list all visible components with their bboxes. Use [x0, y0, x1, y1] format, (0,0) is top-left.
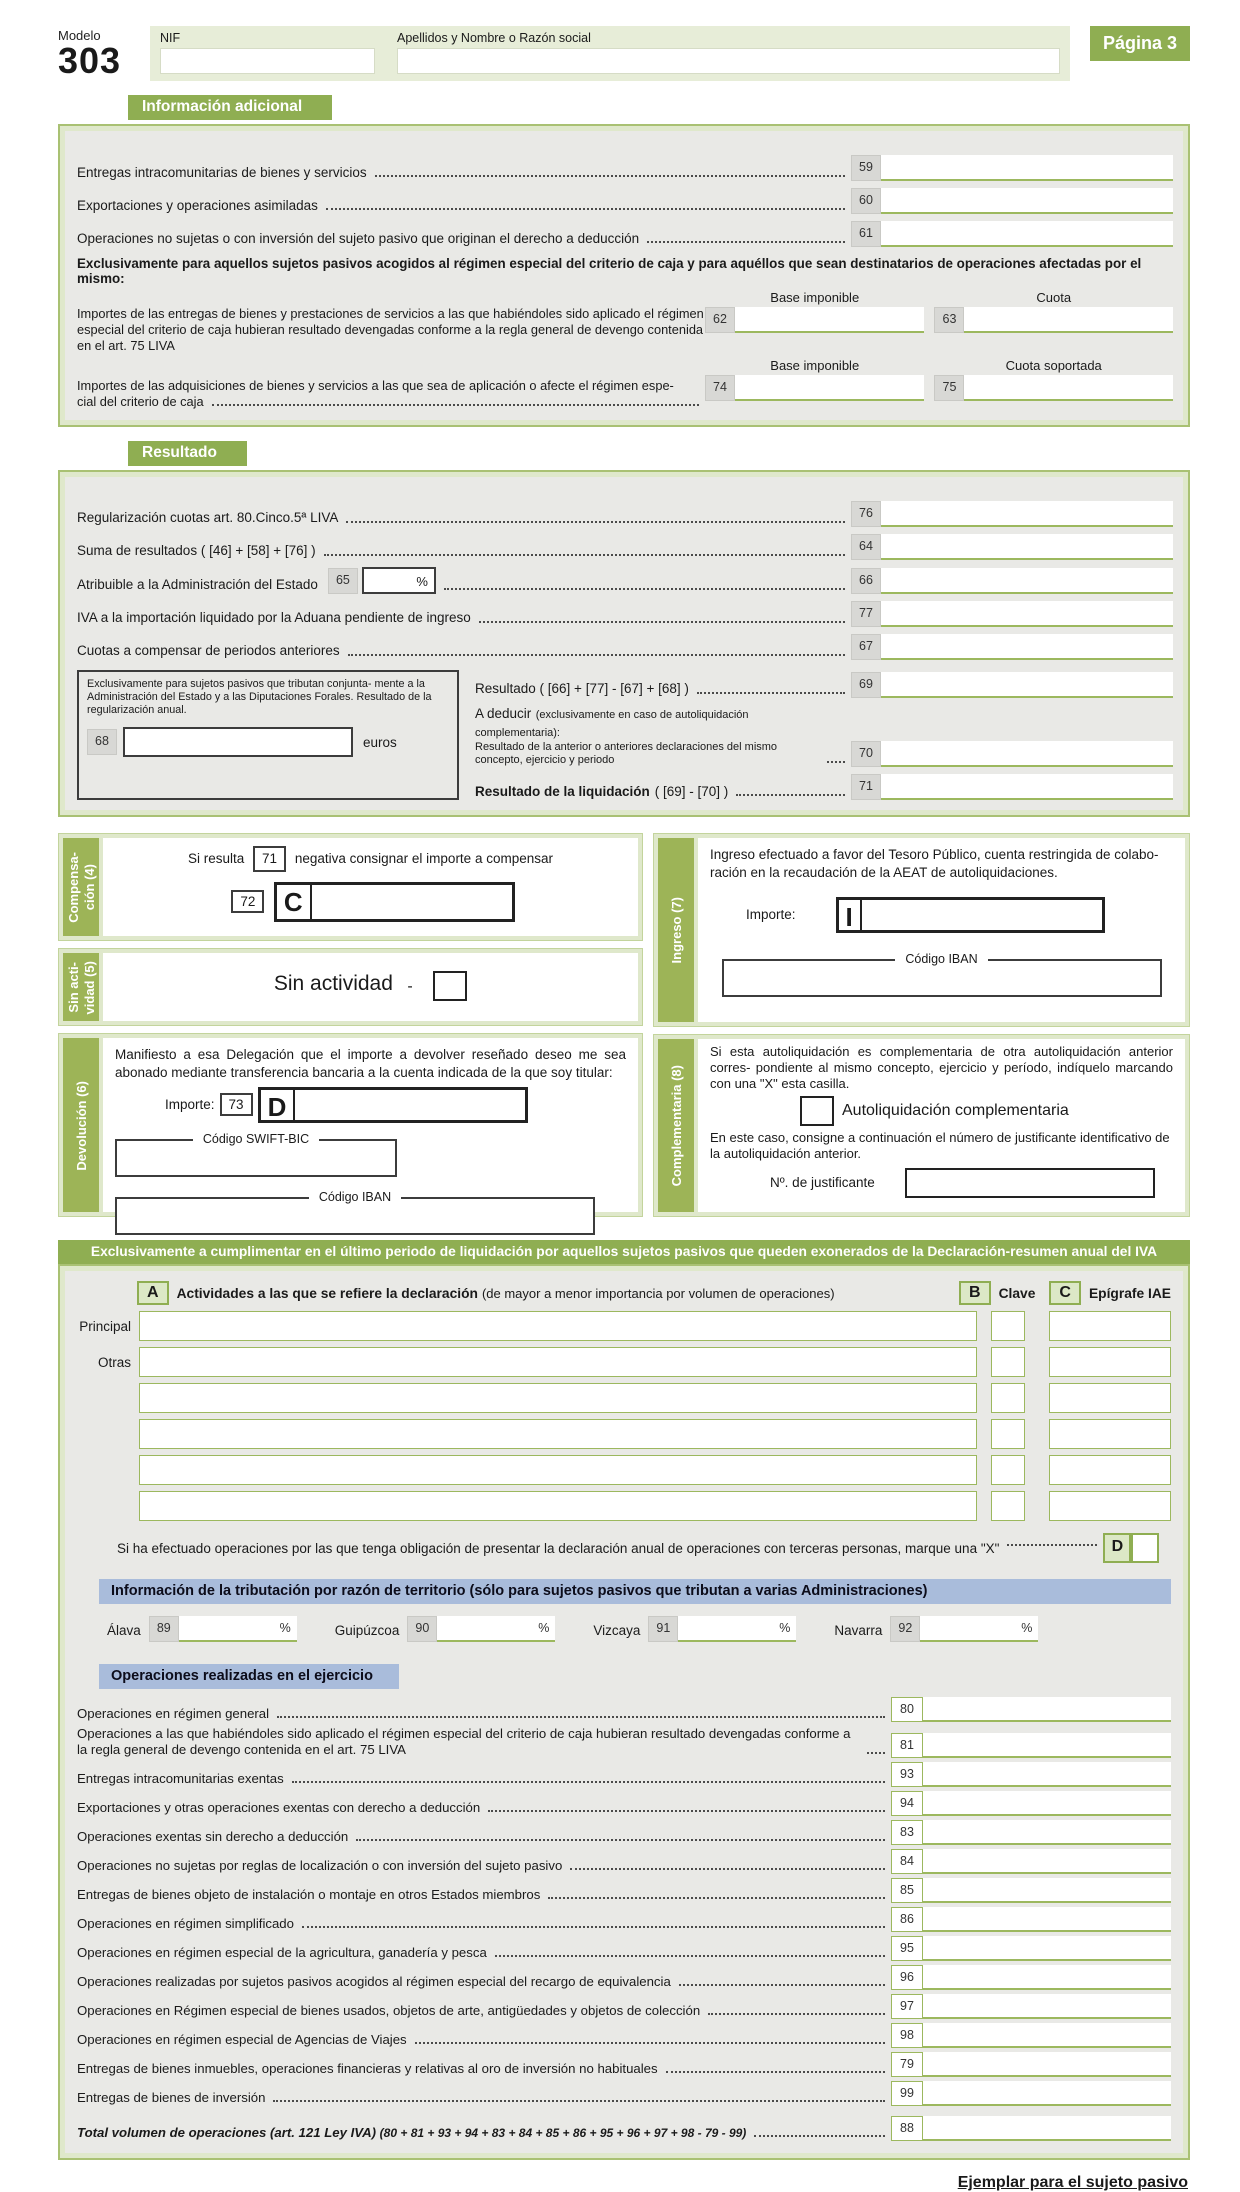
complementaria-check-label: Autoliquidación complementaria — [842, 1101, 1069, 1119]
box-number-59: 59 — [851, 155, 881, 181]
box-number-77: 77 — [851, 601, 881, 627]
row-60 — [77, 188, 1173, 214]
input-91[interactable]: % — [678, 1616, 796, 1642]
epigrafe-otras-input-2[interactable] — [1049, 1383, 1171, 1413]
alava-label: Álava — [107, 1623, 141, 1639]
resultado-panel — [58, 470, 1190, 817]
row-64-label: Suma de resultados ( [46] + [58] + [76] ) — [77, 543, 316, 559]
input-64[interactable] — [881, 534, 1173, 560]
row-59-label: Entregas intracomunitarias de bienes y servicios — [77, 164, 367, 180]
input-74[interactable] — [735, 375, 924, 401]
sin-actividad-bar-line1: Sin acti- — [65, 962, 81, 1013]
op-row-94 — [77, 1791, 1171, 1816]
actividad-otras-input-5[interactable] — [139, 1491, 977, 1521]
input-93[interactable] — [923, 1762, 1171, 1787]
principal-label: Principal — [79, 1318, 131, 1334]
box-number-69: 69 — [851, 672, 881, 698]
input-79[interactable] — [923, 2052, 1171, 2077]
base-imponible-header: Base imponible — [770, 290, 860, 305]
input-59[interactable] — [881, 155, 1173, 181]
op-83-label: Operaciones exentas sin derecho a deducción — [77, 1829, 349, 1845]
modelo-block — [58, 26, 150, 81]
modelo-label: Modelo — [58, 28, 101, 43]
box-number-83: 83 — [891, 1820, 923, 1845]
box-number-68: 68 — [87, 729, 117, 755]
nif-input[interactable] — [160, 48, 375, 74]
actividad-row-otras-5 — [77, 1491, 1171, 1521]
actividad-row-otras-4 — [77, 1455, 1171, 1485]
input-68[interactable] — [123, 727, 353, 757]
input-80[interactable] — [923, 1697, 1171, 1722]
actividad-otras-input-1[interactable] — [139, 1347, 977, 1377]
epigrafe-otras-input-5[interactable] — [1049, 1491, 1171, 1521]
letter-c-box: C — [1049, 1281, 1081, 1305]
devolucion-iban-label-row — [117, 1190, 593, 1204]
actividad-otras-input-3[interactable] — [139, 1419, 977, 1449]
epigrafe-otras-input-4[interactable] — [1049, 1455, 1171, 1485]
row-60-label: Exportaciones y operaciones asimiladas — [77, 197, 318, 213]
box-number-90: 90 — [407, 1616, 437, 1642]
box-number-81: 81 — [891, 1733, 923, 1758]
dotted-leader — [326, 208, 845, 210]
letter-c: C — [277, 885, 312, 919]
resultado-bottom — [77, 670, 1173, 800]
dotted-leader — [479, 621, 845, 623]
box-number-95: 95 — [891, 1936, 923, 1961]
op-row-79 — [77, 2052, 1171, 2077]
input-86[interactable] — [923, 1907, 1171, 1932]
nif-field-group — [160, 31, 375, 74]
ingreso-bar — [658, 838, 694, 1022]
dotted-leader — [736, 794, 845, 796]
euros-label: euros — [363, 734, 397, 750]
caja-row-2-text-line2: cial del criterio de caja — [77, 393, 204, 409]
complementaria-section — [653, 1034, 1190, 1217]
input-63[interactable] — [964, 307, 1173, 333]
clave-header: Clave — [998, 1285, 1036, 1301]
row-69 — [475, 672, 1173, 698]
clave-otras-input-1[interactable] — [991, 1347, 1025, 1377]
op-row-total-88 — [77, 2116, 1171, 2141]
op-81-label: Operaciones a las que habiéndoles sido aplicado el régimen especial del criterio de caja hubieran resultado devengadas conforme a la regla general de devengo contenida en el art. 75 LIVA — [77, 1726, 851, 1758]
box-number-85: 85 — [891, 1878, 923, 1903]
dotted-leader — [488, 1810, 885, 1812]
box-number-62: 62 — [705, 307, 735, 333]
op-row-99 — [77, 2081, 1171, 2106]
input-60[interactable] — [881, 188, 1173, 214]
clave-principal-input[interactable] — [991, 1311, 1025, 1341]
box-number-79: 79 — [891, 2052, 923, 2077]
input-76[interactable] — [881, 501, 1173, 527]
row-70 — [475, 705, 1173, 767]
deducir-label-small: (exclusivamente en caso de autoliquidación complementaria): — [475, 708, 749, 739]
dotted-leader — [867, 1752, 885, 1754]
devolucion-section — [58, 1033, 643, 1217]
box-number-65: 65 — [328, 568, 358, 594]
op-98-label: Operaciones en régimen especial de Agencias de Viajes — [77, 2032, 407, 2048]
letter-d-cell: D — [1103, 1533, 1131, 1563]
row-71 — [475, 774, 1173, 800]
op-94-label: Exportaciones y otras operaciones exentas con derecho a deducción — [77, 1800, 481, 1816]
box-number-80: 80 — [891, 1697, 923, 1722]
nif-label: NIF — [160, 31, 181, 45]
dotted-leader — [292, 1781, 885, 1783]
op-row-93 — [77, 1762, 1171, 1787]
sin-actividad-bar — [63, 953, 99, 1021]
territorio-vizcaya — [593, 1616, 796, 1642]
letter-d: D — [261, 1090, 296, 1120]
input-71[interactable] — [881, 774, 1173, 800]
ingreso-iban-box[interactable] — [722, 951, 1162, 997]
section-title-info-adicional: Información adicional — [128, 95, 332, 120]
devolucion-bar-label: Devolución (6) — [73, 1080, 89, 1171]
terceras-label: Si ha efectuado operaciones por las que tenga obligación de presentar la declaración anual de operaciones con terceras personas, marque una "X" — [117, 1540, 1000, 1556]
justificante-input[interactable] — [905, 1168, 1155, 1198]
dotted-leader — [273, 2100, 885, 2102]
op-97-label: Operaciones en Régimen especial de bienes usados, objetos de arte, antigüedades y objetos de colección — [77, 2003, 701, 2019]
clave-otras-input-2[interactable] — [991, 1383, 1025, 1413]
vizcaya-label: Vizcaya — [593, 1623, 641, 1639]
input-61[interactable] — [881, 221, 1173, 247]
dotted-leader — [754, 2135, 885, 2137]
dotted-leader — [679, 1984, 885, 1986]
epigrafe-otras-input-3[interactable] — [1049, 1419, 1171, 1449]
page-badge: Página 3 — [1090, 26, 1190, 61]
modelo-number: 303 — [58, 40, 122, 81]
input-98[interactable] — [923, 2023, 1171, 2048]
caja-header: Exclusivamente para aquellos sujetos pasivos acogidos al régimen especial del criterio de caja y para aquéllos que sean destinatarios de operaciones afectadas por el mismo: — [77, 256, 1142, 286]
territorio-row — [107, 1616, 1171, 1642]
input-65-percent[interactable]: % — [362, 567, 436, 594]
row-77-label: IVA a la importación liquidado por la Aduana pendiente de ingreso — [77, 610, 471, 626]
input-99[interactable] — [923, 2081, 1171, 2106]
box-number-64: 64 — [851, 534, 881, 560]
ref-box-71: 71 — [253, 846, 286, 871]
dotted-leader — [647, 241, 845, 243]
dotted-leader — [1007, 1544, 1097, 1546]
clave-otras-input-3[interactable] — [991, 1419, 1025, 1449]
row-67 — [77, 634, 1173, 660]
ingreso-section — [653, 833, 1190, 1027]
forales-note: Exclusivamente para sujetos pasivos que tributan conjunta- mente a la Administración del Estado y a las Diputaciones Forales. Resultado de la regularización anual. — [87, 677, 432, 717]
complementaria-text1: Si esta autoliquidación es complementaria de otra autoliquidación anterior corres- pondiente al mismo concepto, ejercicio y período, indíquelo marcando con una "X" esta casilla. — [710, 1044, 1173, 1092]
compensacion-bar — [63, 838, 99, 936]
justificante-label: Nº. de justificante — [770, 1174, 875, 1190]
letter-i: I — [839, 900, 862, 930]
swift-box[interactable] — [115, 1131, 397, 1177]
clave-otras-input-4[interactable] — [991, 1455, 1025, 1485]
actividad-otras-input-4[interactable] — [139, 1455, 977, 1485]
exonerados-banner: Exclusivamente a cumplimentar en el último periodo de liquidación por aquellos sujetos pasivos que queden exonerados de la Declaración-resumen anual del IVA — [58, 1240, 1190, 1264]
ingreso-importe-label: Importe: — [746, 907, 796, 923]
op-79-label: Entregas de bienes inmuebles, operaciones financieras y relativas al oro de inversión no habituales — [77, 2061, 658, 2077]
base-imponible-header-2: Base imponible — [770, 357, 860, 373]
terceras-personas-row — [77, 1533, 1171, 1563]
input-69[interactable] — [881, 672, 1173, 698]
box-number-86: 86 — [891, 1907, 923, 1932]
op-row-83 — [77, 1820, 1171, 1845]
swift-label: Código SWIFT-BIC — [193, 1132, 319, 1146]
box-number-89: 89 — [149, 1616, 179, 1642]
box-number-67: 67 — [851, 634, 881, 660]
row-66-atribuible — [77, 567, 1173, 594]
dotted-leader — [708, 2013, 885, 2015]
dotted-leader — [666, 2071, 885, 2073]
swift-label-row — [117, 1132, 395, 1146]
epigrafe-principal-input[interactable] — [1049, 1311, 1171, 1341]
cuota-soportada-header: Cuota soportada — [1005, 357, 1102, 373]
box-number-61: 61 — [851, 221, 881, 247]
liquidacion-label: Resultado de la liquidación — [475, 783, 650, 799]
input-94[interactable] — [923, 1791, 1171, 1816]
input-90[interactable]: % — [437, 1616, 555, 1642]
sin-actividad-checkbox[interactable] — [433, 971, 467, 1001]
ingreso-bar-label: Ingreso (7) — [668, 897, 684, 964]
box-number-98: 98 — [891, 2023, 923, 2048]
dotted-leader — [277, 1716, 885, 1718]
box-number-88: 88 — [891, 2116, 923, 2141]
compensacion-bar-line2: ción (4) — [81, 864, 97, 911]
input-62[interactable] — [735, 307, 924, 333]
devolucion-iban-label: Código IBAN — [309, 1190, 401, 1204]
op-row-86 — [77, 1907, 1171, 1932]
op-row-85 — [77, 1878, 1171, 1903]
apellidos-field-group — [397, 31, 1060, 74]
box-number-94: 94 — [891, 1791, 923, 1816]
input-83[interactable] — [923, 1820, 1171, 1845]
box-number-84: 84 — [891, 1849, 923, 1874]
op-96-label: Operaciones realizadas por sujetos pasivos acogidos al régimen especial del recargo de equivalencia — [77, 1974, 671, 1990]
territorio-navarra — [834, 1616, 1038, 1642]
abc-header — [137, 1281, 1171, 1305]
op-85-label: Entregas de bienes objeto de instalación o montaje en otros Estados miembros — [77, 1887, 541, 1903]
op-84-label: Operaciones no sujetas por reglas de localización o con inversión del sujeto pasivo — [77, 1858, 563, 1874]
compensacion-bar-line1: Compensa- — [65, 851, 81, 923]
box-number-73: 73 — [220, 1093, 253, 1116]
ingreso-importe-input[interactable] — [836, 897, 1105, 933]
dotted-leader — [570, 1868, 885, 1870]
complementaria-bar-label: Complementaria (8) — [668, 1065, 684, 1187]
box-number-96: 96 — [891, 1965, 923, 1990]
dotted-leader — [697, 692, 845, 694]
input-77[interactable] — [881, 601, 1173, 627]
box-number-70: 70 — [851, 741, 881, 767]
footer-copy-label: Ejemplar para el sujeto pasivo — [957, 2174, 1188, 2192]
op-row-98 — [77, 2023, 1171, 2048]
complementaria-checkbox[interactable] — [800, 1096, 834, 1126]
territorio-banner: Información de la tributación por razón de territorio (sólo para sujetos pasivos que tributan a varias Administraciones) — [99, 1579, 1171, 1604]
box-number-93: 93 — [891, 1762, 923, 1787]
actividad-principal-input[interactable] — [139, 1311, 977, 1341]
apellidos-input[interactable] — [397, 48, 1060, 74]
input-85[interactable] — [923, 1878, 1171, 1903]
info-adicional-panel — [58, 124, 1190, 427]
sin-actividad-section — [58, 948, 643, 1026]
ingreso-iban-label-row — [724, 952, 1160, 966]
row-61 — [77, 221, 1173, 247]
territorio-guipuzcoa — [335, 1616, 556, 1642]
territorio-alava — [107, 1616, 297, 1642]
caja-row-62-63 — [77, 290, 1173, 354]
caja-row-2-text-line1: Importes de las adquisiciones de bienes y servicios a las que sea de aplicación o afecte el régimen espe- — [77, 377, 674, 393]
box-number-71: 71 — [851, 774, 881, 800]
input-92[interactable]: % — [920, 1616, 1038, 1642]
deducir-label-sub: Resultado de la anterior o anteriores declaraciones del mismo concepto, ejercicio y periodo — [475, 740, 778, 767]
op-row-81 — [77, 1726, 1171, 1758]
op-99-label: Entregas de bienes de inversión — [77, 2090, 266, 2106]
op-95-label: Operaciones en régimen especial de la agricultura, ganadería y pesca — [77, 1945, 487, 1961]
box-number-92: 92 — [890, 1616, 920, 1642]
complementaria-text2: En este caso, consigne a continuación el número de justificante identificativo de la autoliquidación anterior. — [710, 1129, 1170, 1161]
input-66[interactable] — [881, 568, 1173, 594]
dotted-leader — [375, 175, 845, 177]
input-75[interactable] — [964, 375, 1173, 401]
actividad-row-otras-1 — [77, 1347, 1171, 1377]
sin-actividad-label: Sin actividad — [273, 972, 393, 996]
input-70[interactable] — [881, 741, 1173, 767]
devolucion-importe-label: Importe: — [165, 1097, 215, 1113]
devolucion-iban-box[interactable] — [115, 1189, 595, 1235]
input-88[interactable] — [923, 2116, 1171, 2141]
dotted-leader — [444, 588, 845, 590]
input-96[interactable] — [923, 1965, 1171, 1990]
cuota-header: Cuota — [1036, 290, 1072, 305]
op-row-96 — [77, 1965, 1171, 1990]
dotted-leader — [302, 1926, 885, 1928]
op-row-84 — [77, 1849, 1171, 1874]
complementaria-bar — [658, 1039, 694, 1212]
clave-otras-input-5[interactable] — [991, 1491, 1025, 1521]
apellidos-label: Apellidos y Nombre o Razón social — [397, 31, 591, 45]
navarra-label: Navarra — [834, 1623, 883, 1639]
section-title-resultado: Resultado — [128, 441, 247, 466]
row-59 — [77, 155, 1173, 181]
box-number-74: 74 — [705, 375, 735, 401]
dotted-leader — [827, 761, 845, 763]
dotted-leader — [495, 1955, 885, 1957]
otras-label: Otras — [97, 1354, 131, 1370]
box-number-75: 75 — [934, 375, 964, 401]
dotted-leader — [348, 654, 845, 656]
operaciones-banner: Operaciones realizadas en el ejercicio — [99, 1664, 399, 1689]
box-number-60: 60 — [851, 188, 881, 214]
row-77 — [77, 601, 1173, 627]
input-84[interactable] — [923, 1849, 1171, 1874]
dotted-leader — [548, 1897, 885, 1899]
box-number-91: 91 — [648, 1616, 678, 1642]
row-61-label: Operaciones no sujetas o con inversión del sujeto pasivo que originan el derecho a deducción — [77, 230, 640, 246]
actividades-subtitle: (de mayor a menor importancia por volumen de operaciones) — [481, 1285, 835, 1301]
identification-strip — [150, 26, 1070, 81]
row-76 — [77, 501, 1173, 527]
row-67-label: Cuotas a compensar de periodos anteriores — [77, 643, 340, 659]
total-formula: (80 + 81 + 93 + 94 + 83 + 84 + 85 + 86 + 95 + 96 + 97 + 98 - 79 - 99) — [379, 2126, 747, 2141]
sin-actividad-dash: - — [407, 977, 413, 995]
exonerados-panel — [58, 1264, 1190, 2160]
row-69-label: Resultado ( [66] + [77] - [67] + [68] ) — [475, 681, 689, 697]
caja-row-74-75 — [77, 358, 1173, 410]
ingreso-text: Ingreso efectuado a favor del Tesoro Público, cuenta restringida de colabo- ración en la recaudación de la AEAT de autoliquidaciones. — [710, 847, 1159, 880]
box-number-97: 97 — [891, 1994, 923, 2019]
dotted-leader — [212, 394, 699, 406]
compensacion-text-pre: Si resulta — [188, 851, 245, 867]
form-header — [58, 26, 1190, 81]
sin-actividad-bar-line2: vidad (5) — [81, 960, 97, 1015]
liquidacion-label-rest: ( [69] - [70] ) — [654, 783, 729, 799]
actividad-row-otras-2 — [77, 1383, 1171, 1413]
op-row-97 — [77, 1994, 1171, 2019]
dotted-leader — [324, 554, 845, 556]
op-80-label: Operaciones en régimen general — [77, 1706, 270, 1722]
forales-box — [77, 670, 459, 800]
epigrafe-header: Epígrafe IAE — [1088, 1285, 1171, 1301]
ingreso-iban-label: Código IBAN — [895, 952, 987, 966]
input-89[interactable]: % — [179, 1616, 297, 1642]
caja-row-1-text: Importes de las entregas de bienes y prestaciones de servicios a las que habiéndoles sido aplicado el régimen especial del criterio de caja hubieran resultado devengadas conforme a la regla general de devengo contenida en el art. 75 LIVA — [77, 306, 704, 353]
input-97[interactable] — [923, 1994, 1171, 2019]
total-label: Total volumen de operaciones (art. 121 Ley IVA) — [77, 2125, 376, 2141]
letter-a-box: A — [137, 1281, 169, 1305]
epigrafe-otras-input-1[interactable] — [1049, 1347, 1171, 1377]
input-67[interactable] — [881, 634, 1173, 660]
compensacion-text-post: negativa consignar el importe a compensar — [294, 851, 553, 867]
box-number-76: 76 — [851, 501, 881, 527]
letter-b-box: B — [959, 1281, 991, 1305]
dotted-leader — [346, 521, 845, 523]
box-number-99: 99 — [891, 2081, 923, 2106]
actividad-row-principal — [77, 1311, 1171, 1341]
op-93-label: Entregas intracomunitarias exentas — [77, 1771, 284, 1787]
actividades-title: Actividades a las que se refiere la declaración — [176, 1285, 478, 1301]
dotted-leader — [356, 1839, 885, 1841]
op-row-80 — [77, 1697, 1171, 1722]
dotted-leader — [415, 2042, 885, 2044]
actividad-otras-input-2[interactable] — [139, 1383, 977, 1413]
op-row-95 — [77, 1936, 1171, 1961]
devolucion-bar — [63, 1038, 99, 1212]
op-86-label: Operaciones en régimen simplificado — [77, 1916, 294, 1932]
input-95[interactable] — [923, 1936, 1171, 1961]
box-number-66: 66 — [851, 568, 881, 594]
atribuible-label: Atribuible a la Administración del Estado — [77, 577, 318, 593]
box-number-72: 72 — [231, 890, 264, 913]
box-number-63: 63 — [934, 307, 964, 333]
devolucion-text: Manifiesto a esa Delegación que el importe a devolver reseñado deseo me sea abonado mediante transferencia bancaria a la cuenta indicada de la que soy titular: — [115, 1047, 626, 1080]
deducir-label: A deducir — [475, 705, 532, 721]
terceras-checkbox[interactable] — [1131, 1533, 1159, 1563]
input-72[interactable] — [274, 882, 515, 922]
guipuzcoa-label: Guipúzcoa — [334, 1623, 400, 1639]
compensacion-section — [58, 833, 643, 941]
row-76-label: Regularización cuotas art. 80.Cinco.5ª LIVA — [77, 510, 339, 526]
actividad-row-otras-3 — [77, 1419, 1171, 1449]
input-73[interactable] — [258, 1087, 529, 1123]
row-64 — [77, 534, 1173, 560]
